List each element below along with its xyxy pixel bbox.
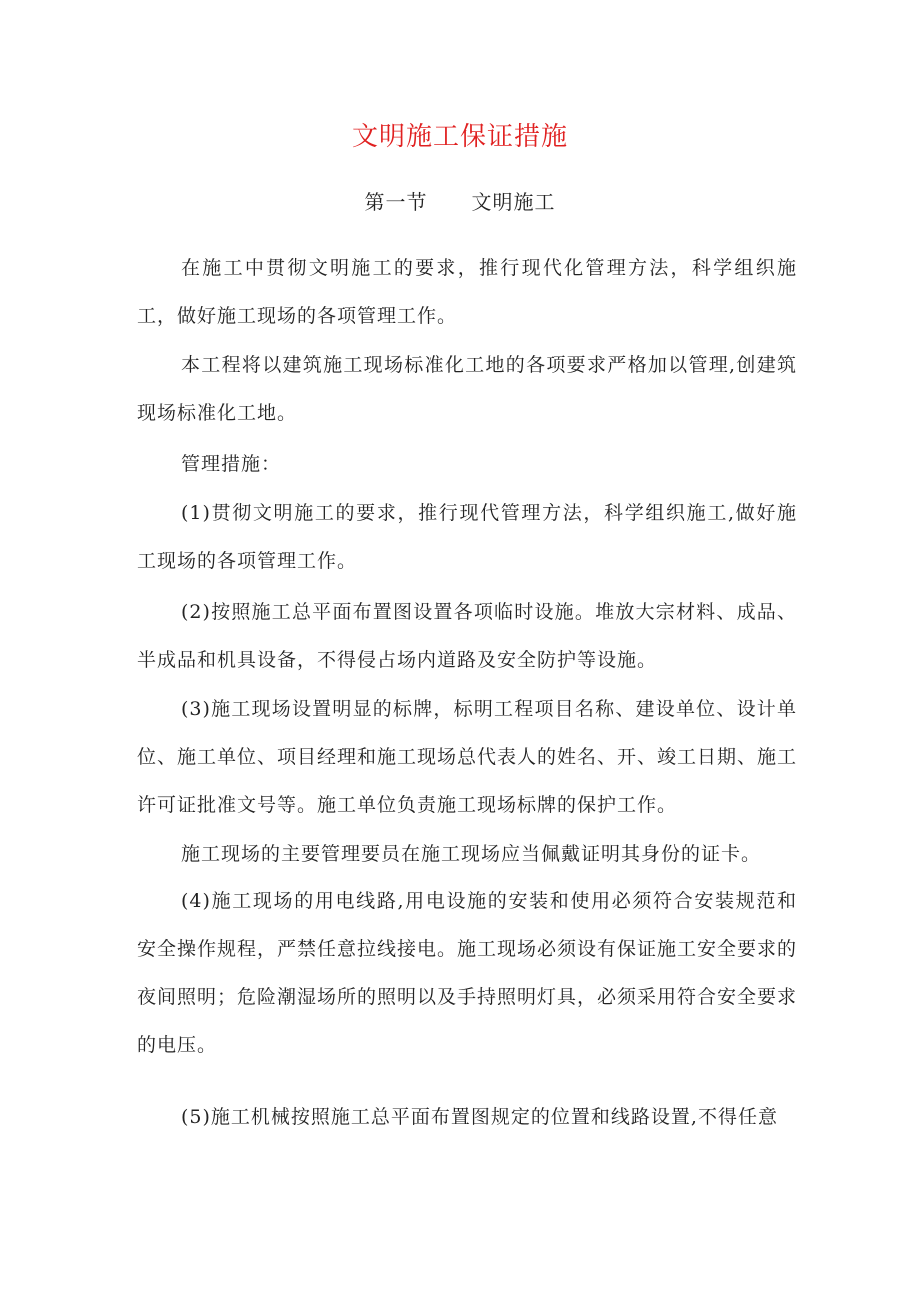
section-number: 第一节	[364, 190, 428, 214]
document-title: 文明施工保证措施	[351, 122, 568, 152]
paragraph: (1)贯彻文明施工的要求，推行现代管理方法，科学组织施工,做好施工现场的各项管理工作。	[137, 502, 797, 572]
paragraph: (5)施工机械按照施工总平面布置图规定的位置和线路设置,不得任意	[181, 1106, 778, 1128]
paragraph: 管理措施：	[181, 453, 282, 475]
paragraph: (4)施工现场的用电线路,用电设施的安装和使用必须符合安装规范和安全操作规程，严禁任意拉线接电。施工现场必须设有保证施工安全要求的夜间照明；危险潮湿场所的照明以及手持照明灯具，必须采用符合安全要求的电压。	[137, 890, 798, 1056]
paragraph: 在施工中贯彻文明施工的要求，推行现代化管理方法，科学组织施工，做好施工现场的各项管理工作。	[137, 257, 797, 327]
paragraph: 本工程将以建筑施工现场标准化工地的各项要求严格加以管理,创建筑现场标准化工地。	[137, 354, 797, 424]
section-name: 文明施工	[471, 190, 556, 214]
section-heading	[0, 186, 920, 218]
paragraph: 施工现场的主要管理要员在施工现场应当佩戴证明其身份的证卡。	[181, 843, 762, 865]
paragraph: (2)按照施工总平面布置图设置各项临时设施。堆放大宗材料、成品、半成品和机具设备，不得侵占场内道路及安全防护等设施。	[137, 601, 797, 671]
paragraph: (3)施工现场设置明显的标牌，标明工程项目名称、建设单位、设计单位、施工单位、项目经理和施工现场总代表人的姓名、开、竣工日期、施工许可证批准文号等。施工单位负责施工现场标牌的保护工作。	[137, 698, 798, 816]
